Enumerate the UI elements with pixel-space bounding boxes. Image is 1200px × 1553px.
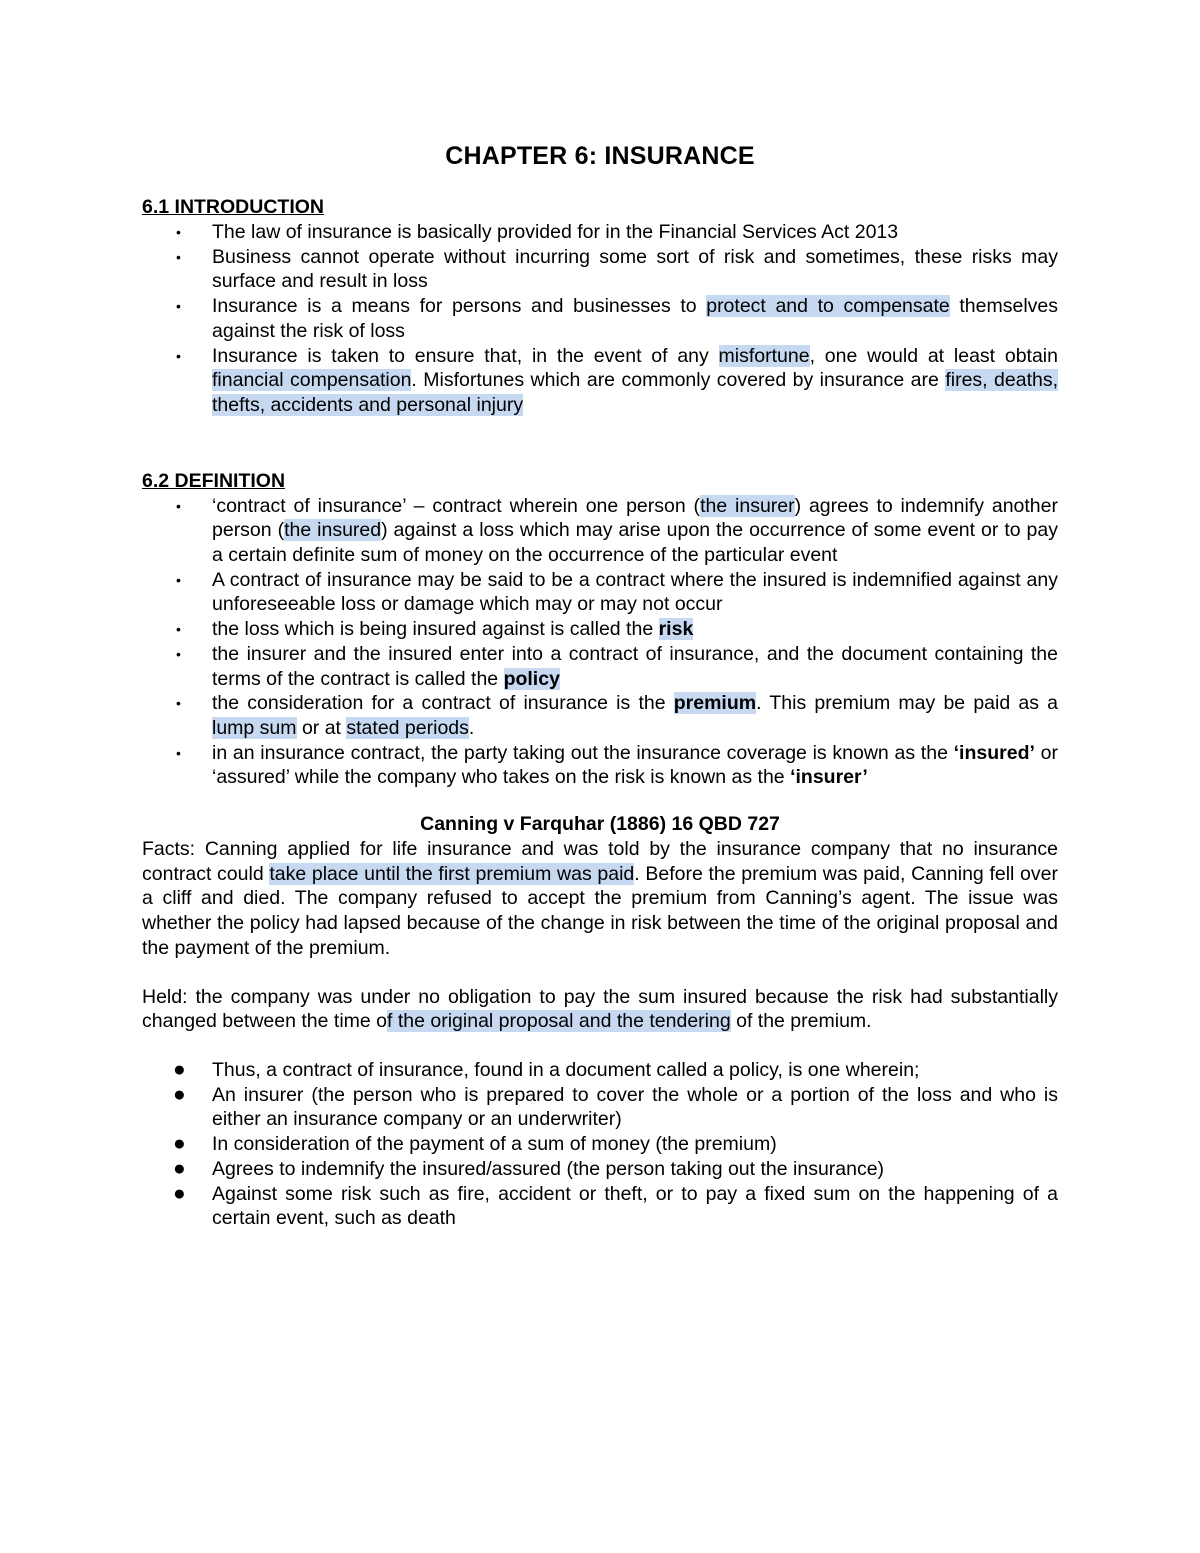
bullet-icon: • <box>176 744 181 761</box>
bullet-icon: • <box>176 695 181 712</box>
list-item: ● Thus, a contract of insurance, found in a document called a policy, is one wherein; <box>173 1057 920 1081</box>
list-item: • The law of insurance is basically provided for in the Financial Services Act 2013 <box>176 221 899 243</box>
case-title: Canning v Farquhar (1886) 16 QBD 727 <box>420 813 780 836</box>
highlighted-text: misfortune <box>718 344 810 367</box>
bullet-icon: • <box>176 347 181 364</box>
bullet-icon: ● <box>173 1082 186 1106</box>
highlighted-text: lump sum <box>212 716 297 739</box>
section-heading-definition: 6.2 DEFINITION <box>142 469 286 492</box>
bold-term: ‘insured’ <box>953 741 1035 764</box>
highlighted-term: premium <box>673 692 757 715</box>
bold-term: ‘insurer’ <box>790 766 868 789</box>
section-heading-introduction: 6.1 INTRODUCTION <box>142 196 325 218</box>
highlighted-text: f the original proposal and the tendering <box>387 1010 731 1033</box>
highlighted-term: risk <box>658 618 694 641</box>
list-item: • the consideration for a contract of insurance is the premium. This premium may be paid as a lump sum or at stated periods. <box>176 692 1059 739</box>
case-facts: Facts: Canning applied for life insurance and was told by the insurance company that no insurance contract could take place until the first premium was paid. Before the premium was paid, Canning fell over a cliff and died. The company refused to accept the premium from Canning’s agent. The issue was whether the policy had lapsed because of the change in risk between the time of the original proposal and the payment of the premium. <box>142 838 1058 959</box>
highlighted-text: the insurer <box>700 494 795 517</box>
introduction-list <box>142 220 1058 418</box>
highlighted-term: policy <box>503 667 560 690</box>
case-held: Held: the company was under no obligation to pay the sum insured because the risk had substantially changed between the time of the original proposal and the tendering of the premium. <box>142 985 1058 1033</box>
list-item: ● In consideration of the payment of a sum of money (the premium) <box>173 1132 777 1156</box>
bullet-icon: • <box>176 224 181 240</box>
bullet-icon: • <box>176 645 181 662</box>
list-item: • the loss which is being insured against is called the risk <box>176 618 694 641</box>
list-item: • Business cannot operate without incurring some sort of risk and sometimes, these risks may surface and result in loss <box>176 245 1058 293</box>
highlighted-text: stated periods <box>346 716 469 739</box>
definition-list <box>142 494 1058 790</box>
list-item: • Insurance is taken to ensure that, in the event of any misfortune, one would at least obtain financial compensation. Misfortunes which are commonly covered by insurance are fires, deaths, thefts, accidents and personal injury <box>176 344 1059 416</box>
list-item: ● Agrees to indemnify the insured/assured (the person taking out the insurance) <box>173 1156 885 1180</box>
list-item: • A contract of insurance may be said to be a contract where the insured is indemnified against any unforeseeable loss or damage which may or may not occur <box>176 568 1058 616</box>
bullet-icon: • <box>176 621 181 638</box>
document-body <box>142 140 1058 1231</box>
list-item: • Insurance is a means for persons and businesses to protect and to compensate themselves against the risk of loss <box>176 295 1058 342</box>
list-item: • the insurer and the insured enter into a contract of insurance, and the document containing the terms of the contract is called the policy <box>176 642 1058 690</box>
highlighted-text: protect and to compensate <box>706 295 950 318</box>
bullet-icon: ● <box>173 1057 186 1081</box>
summary-list <box>142 1058 1058 1231</box>
bullet-icon: • <box>176 497 181 514</box>
highlighted-text: the insured <box>284 519 382 542</box>
highlighted-text: fires, deaths, thefts, accidents and personal injury <box>212 369 1059 416</box>
list-item: • in an insurance contract, the party taking out the insurance coverage is known as the ‘insured’ or ‘assured’ while the company who takes on the risk is known as the ‘insurer’ <box>176 741 1058 789</box>
list-item: ● Against some risk such as fire, accident or theft, or to pay a fixed sum on the happening of a certain event, such as death <box>173 1181 1058 1230</box>
bullet-icon: ● <box>173 1181 186 1205</box>
bullet-icon: • <box>176 248 181 265</box>
chapter-title: CHAPTER 6: INSURANCE <box>445 142 755 170</box>
list-item: • ‘contract of insurance’ – contract wherein one person (the insurer) agrees to indemnify another person (the insured) against a loss which may arise upon the occurrence of some event or to pay a certain definite sum of money on the occurrence of the particular event <box>176 494 1058 567</box>
bullet-icon: ● <box>173 1156 186 1180</box>
bullet-icon: • <box>176 298 181 315</box>
list-item: ● An insurer (the person who is prepared to cover the whole or a portion of the loss and who is either an insurance company or an underwriter) <box>173 1082 1058 1131</box>
bullet-icon: • <box>176 571 181 588</box>
highlighted-text: take place until the first premium was paid <box>269 862 635 885</box>
bullet-icon: ● <box>173 1132 186 1156</box>
highlighted-text: financial compensation <box>212 369 412 392</box>
